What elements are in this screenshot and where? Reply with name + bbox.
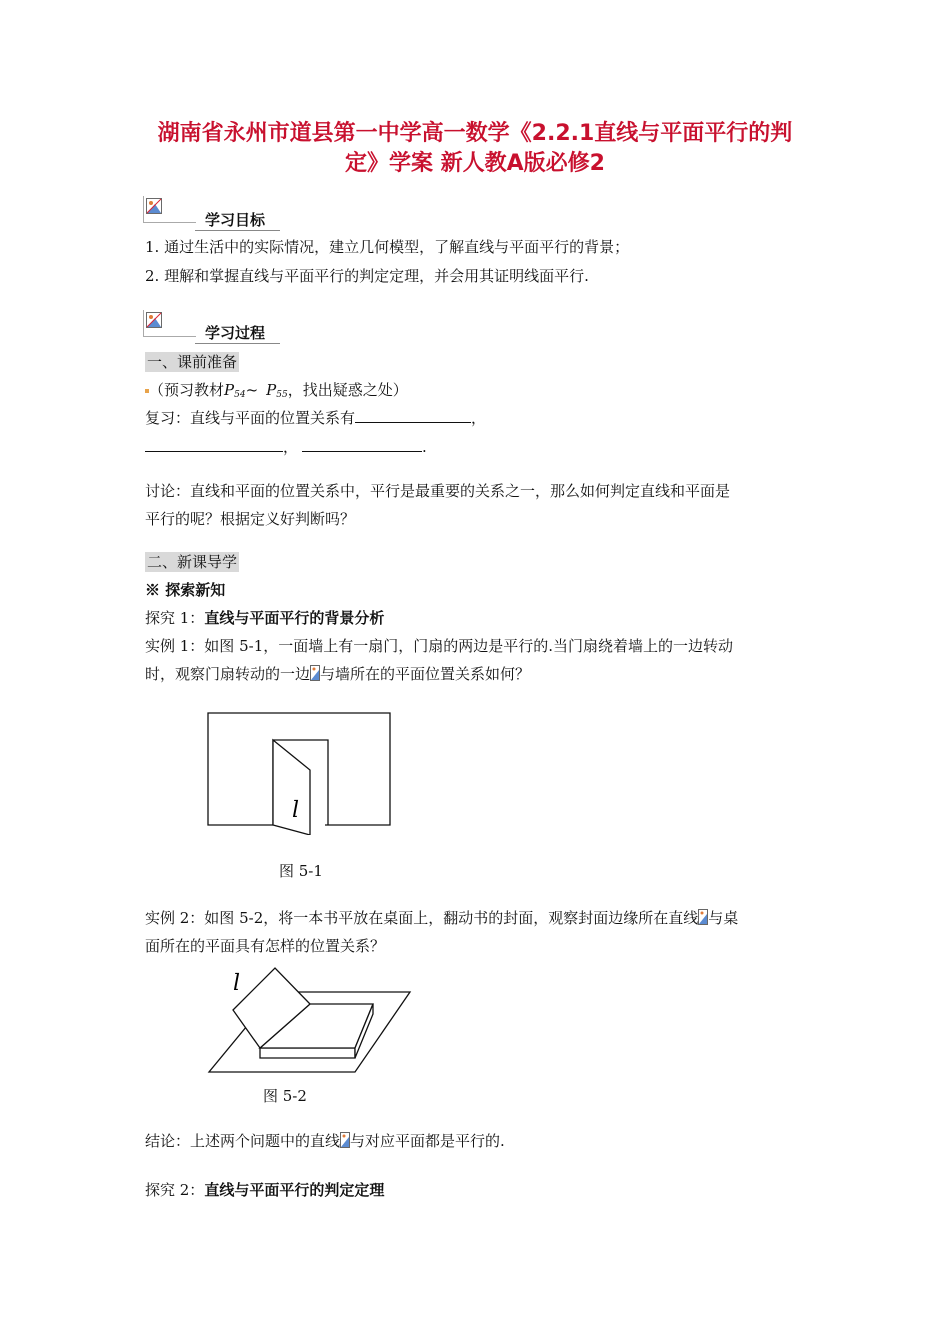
- review-comma: ，: [471, 409, 487, 427]
- example2-text-a: 实例 2：如图 5-2，将一本书平放在桌面上，翻动书的封面，观察封面边缘所在直线: [145, 909, 699, 927]
- example1-line-2: [145, 664, 530, 684]
- conclusion-text-a: 结论：上述两个问题中的直线: [145, 1132, 341, 1150]
- figure-5-2-book-diagram: [205, 960, 415, 1080]
- discussion-line-1: 讨论：直线和平面的位置关系中，平行是最重要的关系之一，那么如何判定直线和平面是: [145, 482, 731, 500]
- example2-line-1: [145, 908, 738, 928]
- example1-text-a: 时，观察门扇转动的一边: [145, 665, 311, 683]
- page-title-line2: 定》学案 新人教A版必修2: [345, 151, 605, 176]
- page-title-line1: 湖南省永州市道县第一中学高一数学《2.2.1直线与平面平行的判: [157, 121, 793, 146]
- conclusion-text-b: 与对应平面都是平行的.: [350, 1132, 505, 1150]
- page-sub-start: 54: [234, 390, 246, 400]
- preview-suffix: ，找出疑惑之处）: [287, 381, 408, 399]
- preview-prefix: （预习教材: [149, 381, 225, 399]
- explore1-line: [145, 608, 384, 628]
- divider: [195, 343, 280, 344]
- blank-1: [355, 408, 471, 423]
- explore2-title: 直线与平面平行的判定定理: [204, 1181, 385, 1199]
- explore1-prefix: 探究 1：: [145, 609, 205, 627]
- review-line: [145, 408, 486, 428]
- review-text: 复习：直线与平面的位置关系有: [145, 409, 356, 427]
- blank-2: [145, 437, 283, 452]
- divider: [195, 230, 280, 231]
- figure-5-1-label: l: [292, 798, 300, 823]
- conclusion-line: [145, 1131, 505, 1151]
- broken-image-icon: [143, 310, 196, 337]
- objective-item-1: 1. 通过生活中的实际情况，建立几何模型，了解直线与平面平行的背景；: [145, 238, 630, 256]
- section-heading-objectives: 学习目标: [205, 211, 266, 229]
- review-comma-2: ，: [283, 438, 299, 456]
- image-placeholder-icon: [146, 312, 162, 328]
- line-symbol-icon: [698, 909, 708, 925]
- broken-image-icon: [143, 196, 196, 223]
- example2-line-2: 面所在的平面具有怎样的位置关系？: [145, 937, 386, 955]
- line-symbol-icon: [310, 665, 320, 681]
- figure-5-1-door-diagram: [200, 705, 400, 835]
- explore-heading: ※ 探索新知: [145, 581, 226, 599]
- explore2-line: [145, 1180, 384, 1200]
- preview-instruction: [145, 380, 408, 405]
- part-label-preparation: 一、课前准备: [147, 353, 238, 371]
- review-line-2: [145, 437, 427, 457]
- explore2-prefix: 探究 2：: [145, 1181, 205, 1199]
- example1-text-b: 与墙所在的平面位置关系如何？: [320, 665, 531, 683]
- page-p: P: [224, 381, 235, 399]
- section-heading-process: 学习过程: [205, 324, 266, 342]
- review-period: .: [422, 438, 427, 456]
- line-symbol-icon: [340, 1132, 350, 1148]
- example1-line-1: 实例 1：如图 5-1，一面墙上有一扇门，门扇的两边是平行的.当门扇绕着墙上的一边转动: [145, 637, 734, 655]
- objective-item-2: 2. 理解和掌握直线与平面平行的判定定理，并会用其证明线面平行.: [145, 267, 589, 285]
- example2-text-b: 与桌: [708, 909, 739, 927]
- discussion-line-2: 平行的呢？根据定义好判断吗？: [145, 510, 356, 528]
- image-placeholder-icon: [146, 198, 162, 214]
- page-p: P: [266, 381, 277, 399]
- explore1-title: 直线与平面平行的背景分析: [204, 609, 385, 627]
- part-label-new-lesson: 二、新课导学: [147, 553, 238, 571]
- page-tilde: ~: [245, 381, 259, 399]
- figure-5-2-label: l: [233, 971, 241, 996]
- page-sub-end: 55: [276, 390, 288, 400]
- figure-5-2-caption: 图 5-2: [263, 1087, 307, 1105]
- figure-5-1-caption: 图 5-1: [279, 862, 323, 880]
- blank-3: [302, 437, 422, 452]
